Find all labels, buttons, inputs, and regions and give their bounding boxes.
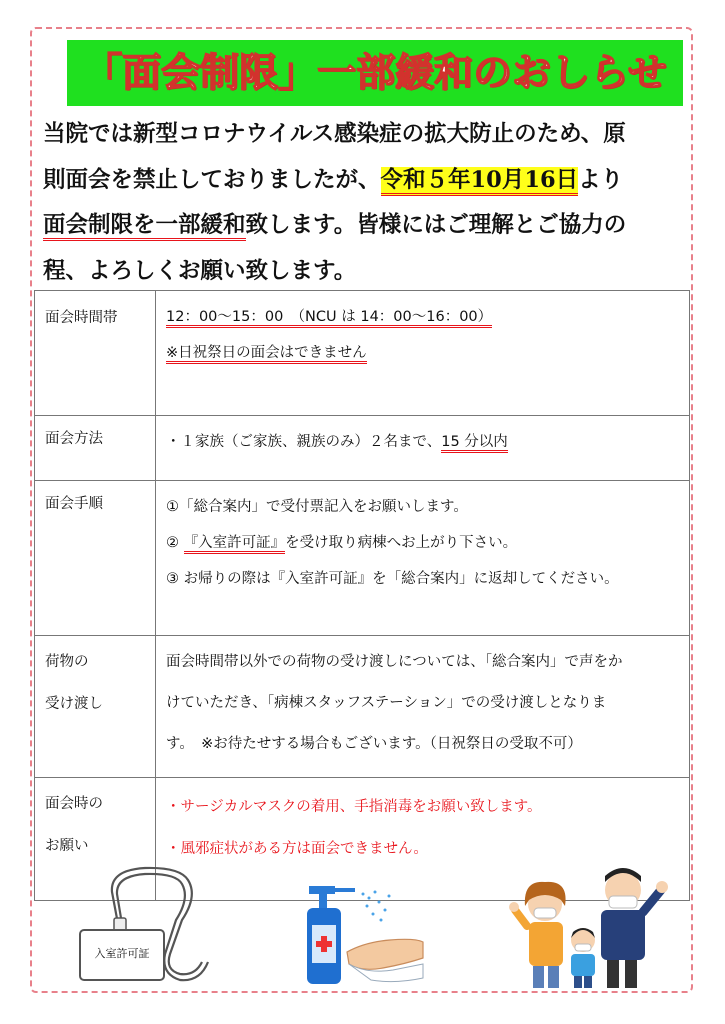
procedure-step-2-text: を受け取り病棟へお上がり下さい。	[285, 535, 518, 551]
procedure-step-1: ①「総合案内」で受付票記入をお願いします。	[166, 499, 468, 515]
request-label-2: お願い	[45, 838, 89, 854]
pass-card-label: 入室許可証	[94, 947, 150, 960]
relaxation-date: 令和５年10月16日	[381, 167, 579, 196]
spray-icon	[362, 891, 391, 922]
request-label-1: 面会時の	[45, 796, 103, 812]
hours-label: 面会時間帯	[35, 291, 156, 416]
intro-line-3-post: 致します。皆様にはご理解とご協力の	[245, 212, 627, 238]
method-label: 面会方法	[35, 416, 156, 481]
pump-icon	[309, 886, 335, 894]
pass-name: 『入室許可証』	[184, 535, 286, 554]
luggage-line-2: けていただき、「病棟スタッフステーション」での受け渡しとなりま	[166, 695, 607, 711]
intro-line-2	[43, 158, 693, 204]
luggage-line-3: す。 ※お待たせする場合もございます。（日祝祭日の受取不可）	[166, 736, 582, 752]
procedure-label: 面会手順	[35, 481, 156, 636]
intro-line-4: 程、よろしくお願い致します。	[43, 257, 357, 284]
table-row	[35, 416, 690, 481]
intro-line-1: 当院では新型コロナウイルス感染症の拡大防止のため、原	[43, 121, 626, 147]
luggage-label-2: 受け渡し	[45, 696, 103, 712]
table-row	[35, 636, 690, 778]
intro-line-2-post: より	[578, 166, 624, 193]
visiting-info-table	[34, 290, 690, 901]
luggage-cell	[156, 636, 690, 778]
intro-line-3	[43, 203, 693, 249]
procedure-cell	[156, 481, 690, 636]
hours-value: 12：00〜15：00 （NCU は 14：00〜16：00）	[166, 309, 492, 328]
entry-pass-illustration	[70, 862, 220, 987]
luggage-line-1: 面会時間帯以外での荷物の受け渡しについては、「総合案内」で声をか	[166, 654, 623, 670]
luggage-label	[35, 636, 156, 778]
table-row	[35, 291, 690, 416]
family-illustration	[505, 860, 675, 990]
table-row	[35, 481, 690, 636]
intro-text	[43, 112, 693, 294]
method-text: ・１家族（ご家族、親族のみ）２名まで、	[166, 434, 442, 450]
method-time-limit: 15 分以内	[441, 434, 508, 453]
hours-note: ※日祝祭日の面会はできません	[166, 345, 367, 364]
procedure-step-3: ③ お帰りの際は『入室許可証』を「総合案内」に返却してください。	[166, 571, 619, 587]
hours-cell	[156, 291, 690, 416]
method-cell	[156, 416, 690, 481]
request-line-1: ・サージカルマスクの着用、手指消毒をお願い致します。	[166, 799, 542, 815]
luggage-label-1: 荷物の	[45, 654, 89, 670]
hand-sanitizer-illustration	[295, 880, 430, 990]
relaxation-phrase: 面会制限を一部緩和	[43, 212, 246, 241]
intro-line-2-pre: 則面会を禁止しておりましたが、	[43, 166, 381, 193]
page-title: 「面会制限」一部緩和のおしらせ	[83, 50, 667, 96]
request-line-2: ・風邪症状がある方は面会できません。	[166, 841, 428, 857]
hand-icon	[347, 939, 423, 969]
procedure-step-2-mark: ②	[166, 535, 179, 551]
procedure-step-2	[166, 525, 679, 561]
